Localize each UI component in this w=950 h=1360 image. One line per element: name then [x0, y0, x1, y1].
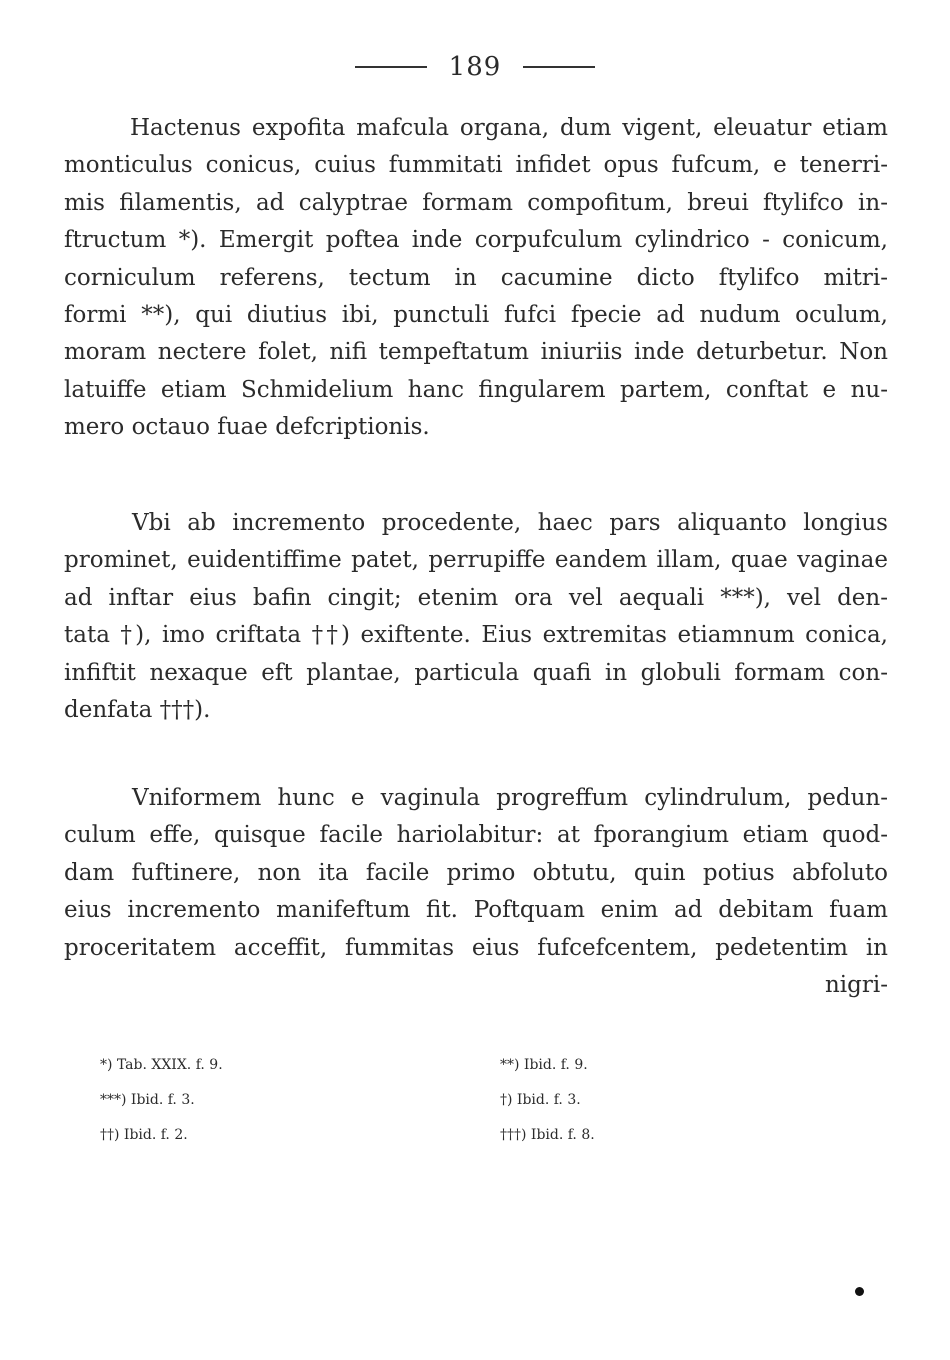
header-rule-left — [355, 66, 427, 68]
text-line: culum effe, quisque facile hariolabitur: at fporangium etiam quod- — [64, 822, 888, 849]
header-rule-right — [523, 66, 595, 68]
text-line: Vbi ab incremento procedente, haec pars aliquanto longius — [132, 510, 888, 536]
text-line: Vniformem hunc e vaginula progreffum cylindrulum, pedun- — [132, 785, 888, 811]
text-line: dam fuftinere, non ita facile primo obtutu, quin potius abfoluto — [64, 859, 888, 886]
footnote: †) Ibid. f. 3. — [500, 1092, 581, 1108]
text-line: tata †), imo criftata ††) exiftente. Eius extremitas etiamnum conica, — [64, 622, 888, 649]
footnote: *) Tab. XXIX. f. 9. — [100, 1057, 223, 1073]
text-line: latuiffe etiam Schmidelium hanc fingularem partem, conftat e nu- — [64, 376, 888, 403]
catchword: nigri- — [824, 971, 888, 998]
text-line: mis filamentis, ad calyptrae formam compofitum, breui ftylifco in- — [64, 189, 888, 216]
footnote: ***) Ibid. f. 3. — [100, 1092, 195, 1108]
text-line: formi **), qui diutius ibi, punctuli fufci fpecie ad nudum oculum, — [64, 301, 888, 328]
text-line: Hactenus expofita mafcula organa, dum vigent, eleuatur etiam — [130, 115, 888, 141]
text-line: ad inftar eius bafin cingit; etenim ora vel aequali ***), vel den- — [64, 584, 888, 611]
text-line: ftructum *). Emergit poftea inde corpufculum cylindrico - conicum, — [64, 227, 888, 254]
page-header — [0, 52, 950, 82]
text-line: moram nectere folet, nifi tempeftatum iniuriis inde deturbetur. Non — [64, 339, 888, 366]
text-line: prominet, euidentiffime patet, perrupiffe eandem illam, quae vaginae — [64, 547, 888, 574]
footnotes — [100, 1048, 660, 1153]
text-line: infiftit nexaque eft plantae, particula quafi in globuli formam con- — [64, 659, 888, 686]
footnote: †††) Ibid. f. 8. — [500, 1127, 595, 1143]
text-line: eius incremento manifeftum fit. Poftquam enim ad debitam fuam — [64, 897, 888, 924]
text-line: monticulus conicus, cuius fummitati infidet opus fufcum, e tenerri- — [64, 152, 888, 179]
page-number: 189 — [448, 52, 502, 82]
footnote: **) Ibid. f. 9. — [500, 1057, 588, 1073]
paragraph-2 — [64, 505, 888, 729]
paragraph-3 — [64, 780, 888, 1004]
text-line: denfata †††). — [64, 696, 211, 723]
ink-spot — [855, 1287, 864, 1296]
text-line: proceritatem acceffit, fummitas eius fufcefcentem, pedetentim in — [64, 934, 888, 961]
footnote: ††) Ibid. f. 2. — [100, 1127, 188, 1143]
text-line: mero octauo fuae defcriptionis. — [64, 414, 430, 441]
paragraph-1 — [64, 110, 888, 447]
text-line: corniculum referens, tectum in cacumine dicto ftylifco mitri- — [64, 264, 888, 291]
